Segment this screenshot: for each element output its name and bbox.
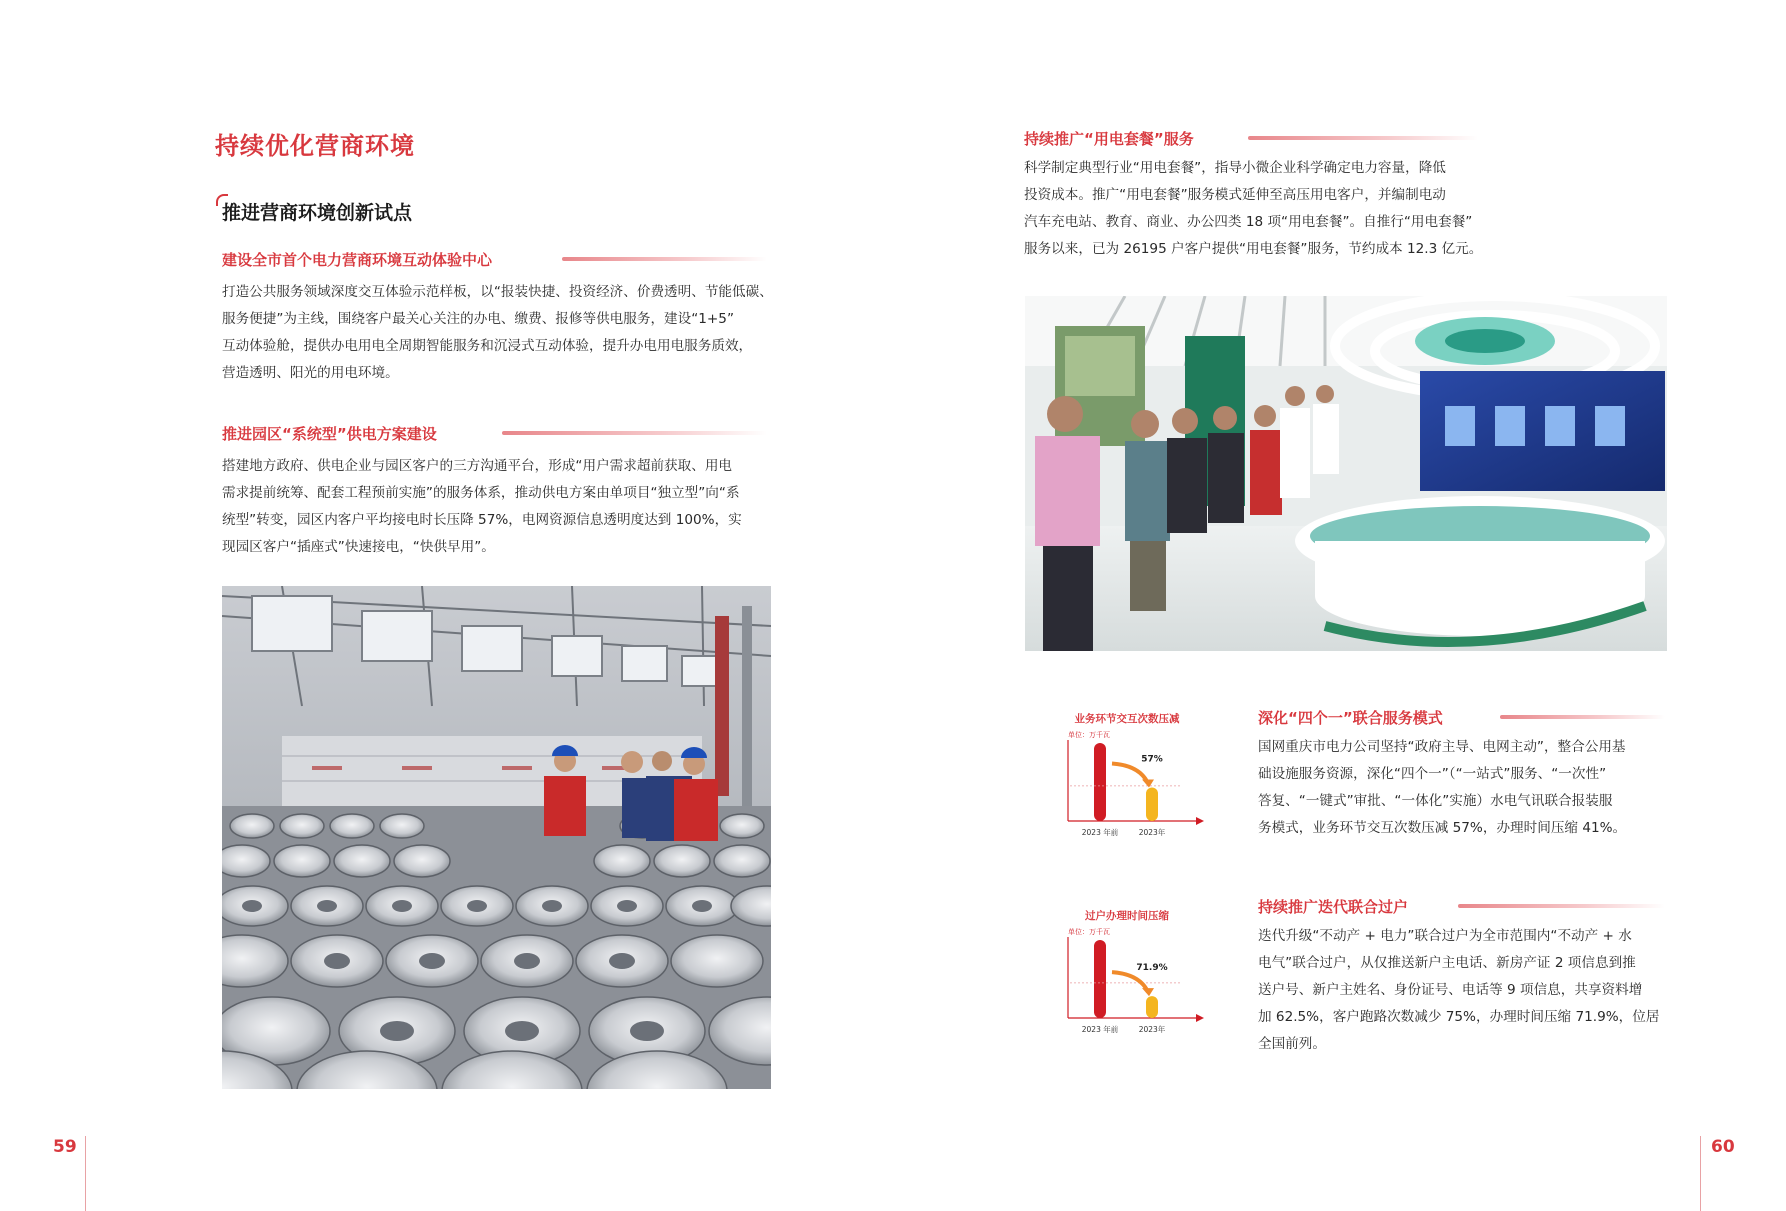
paragraph-line: 现园区客户“插座式”快速接电，“快供早用”。 xyxy=(222,539,495,555)
block-paragraph xyxy=(1258,923,1668,1058)
chart-svg xyxy=(1060,923,1210,1045)
chart-category-label: 2023年 xyxy=(1138,828,1166,837)
paragraph-line: 科学制定典型行业“用电套餐”，指导小微企业科学确定电力容量，降低 xyxy=(1024,160,1446,176)
chart-x-axis-arrow xyxy=(1196,817,1204,825)
chart-decrease-arrowhead xyxy=(1142,779,1154,787)
block-heading-experience-center: 建设全市首个电力营商环境互动体验中心 xyxy=(222,251,493,269)
paragraph-line: 搭建地方政府、供电企业与园区客户的三方沟通平台，形成“用户需求超前获取、用电 xyxy=(222,458,733,474)
chart-category-label: 2023 年前 xyxy=(1081,1025,1119,1034)
chart-decrease-arrowhead xyxy=(1142,988,1154,996)
chart-bar xyxy=(1094,743,1106,821)
heading-underline xyxy=(1248,136,1478,140)
chart-decrease-arrow xyxy=(1112,763,1148,783)
chart-bar xyxy=(1094,940,1106,1018)
paragraph-line: 国网重庆市电力公司坚持“政府主导、电网主动”，整合公用基 xyxy=(1258,739,1626,755)
page-number-left: 59 xyxy=(53,1137,77,1157)
chart-category-label: 2023年 xyxy=(1138,1025,1166,1034)
chart-x-axis-arrow xyxy=(1196,1014,1204,1022)
paragraph-line: 服务以来，已为 26195 户客户提供“用电套餐”服务，节约成本 12.3 亿元。 xyxy=(1024,241,1483,257)
chart-annotation: 71.9% xyxy=(1136,963,1168,974)
page-number-right: 60 xyxy=(1711,1137,1735,1157)
block-paragraph xyxy=(1024,155,1494,263)
paragraph-line: 打造公共服务领域深度交互体验示范样板，以“报装快捷、投资经济、价费透明、节能低碳、 xyxy=(222,284,773,300)
paragraph-line: 加 62.5%，客户跑路次数减少 75%，办理时间压缩 71.9%，位居 xyxy=(1258,1009,1660,1025)
chart-title: 业务环节交互次数压减 xyxy=(1074,713,1180,725)
experience-center-photo xyxy=(1025,296,1667,651)
chart-annotation: 57% xyxy=(1141,754,1163,765)
warehouse-photo xyxy=(222,586,771,1089)
chart-transfer-time-reduction xyxy=(1060,923,1210,1045)
chart-decrease-arrow xyxy=(1112,972,1148,992)
heading-underline xyxy=(1500,715,1665,719)
block-heading-joint-transfer: 持续推广迭代联合过户 xyxy=(1258,898,1409,916)
page-divider-left xyxy=(85,1136,86,1211)
page-divider-right xyxy=(1700,1136,1701,1211)
block-heading-park-power: 推进园区“系统型”供电方案建设 xyxy=(222,425,437,443)
paragraph-line: 互动体验舱，提供办电用电全周期智能服务和沉浸式互动体验，提升办电用电服务质效， xyxy=(222,338,753,354)
block-heading-power-package: 持续推广“用电套餐”服务 xyxy=(1024,130,1194,148)
paragraph-line: 务模式，业务环节交互次数压减 57%，办理时间压缩 41%。 xyxy=(1258,820,1627,836)
paragraph-line: 营造透明、阳光的用电环境。 xyxy=(222,365,399,381)
paragraph-line: 服务便捷”为主线，围绕客户最关心关注的办电、缴费、报修等供电服务，建设“1+5” xyxy=(222,311,734,327)
chart-bar xyxy=(1146,996,1158,1018)
chart-unit-label: 单位：万千瓦 xyxy=(1068,731,1110,739)
block-paragraph xyxy=(222,279,782,387)
heading-underline xyxy=(562,257,767,261)
chart-bar xyxy=(1146,787,1158,821)
paragraph-line: 础设施服务资源，深化“四个一”（“一站式”服务、“一次性” xyxy=(1258,766,1607,782)
chart-svg xyxy=(1060,726,1210,848)
paragraph-line: 答复、“一键式”审批、“一体化”实施）水电气讯联合报装服 xyxy=(1258,793,1613,809)
chart-interaction-reduction xyxy=(1060,726,1210,848)
paragraph-line: 汽车充电站、教育、商业、办公四类 18 项“用电套餐”。自推行“用电套餐” xyxy=(1024,214,1473,230)
paragraph-line: 投资成本。推广“用电套餐”服务模式延伸至高压用电客户，并编制电动 xyxy=(1024,187,1446,203)
paragraph-line: 统型”转变，园区内客户平均接电时长压降 57%，电网资源信息透明度达到 100%，实 xyxy=(222,512,742,528)
paragraph-line: 电气”联合过户，从仅推送新户主电话、新房产证 2 项信息到推 xyxy=(1258,955,1636,971)
paragraph-line: 迭代升级“不动产 + 电力”联合过户为全市范围内“不动产 + 水 xyxy=(1258,928,1632,944)
section-title: 持续优化营商环境 xyxy=(215,132,415,160)
block-heading-four-in-one: 深化“四个一”联合服务模式 xyxy=(1258,709,1443,727)
heading-underline xyxy=(1458,904,1665,908)
block-paragraph xyxy=(222,453,782,561)
chart-category-label: 2023 年前 xyxy=(1081,828,1119,837)
chart-unit-label: 单位：万千瓦 xyxy=(1068,928,1110,936)
paragraph-line: 需求提前统筹、配套工程预前实施”的服务体系，推动供电方案由单项目“独立型”向“系 xyxy=(222,485,740,501)
heading-underline xyxy=(502,431,767,435)
paragraph-line: 送户号、新户主姓名、身份证号、电话等 9 项信息，共享资料增 xyxy=(1258,982,1643,998)
paragraph-line: 全国前列。 xyxy=(1258,1036,1326,1052)
subsection-title: 推进营商环境创新试点 xyxy=(222,202,413,224)
chart-title: 过户办理时间压缩 xyxy=(1085,910,1169,922)
block-paragraph xyxy=(1258,734,1668,842)
